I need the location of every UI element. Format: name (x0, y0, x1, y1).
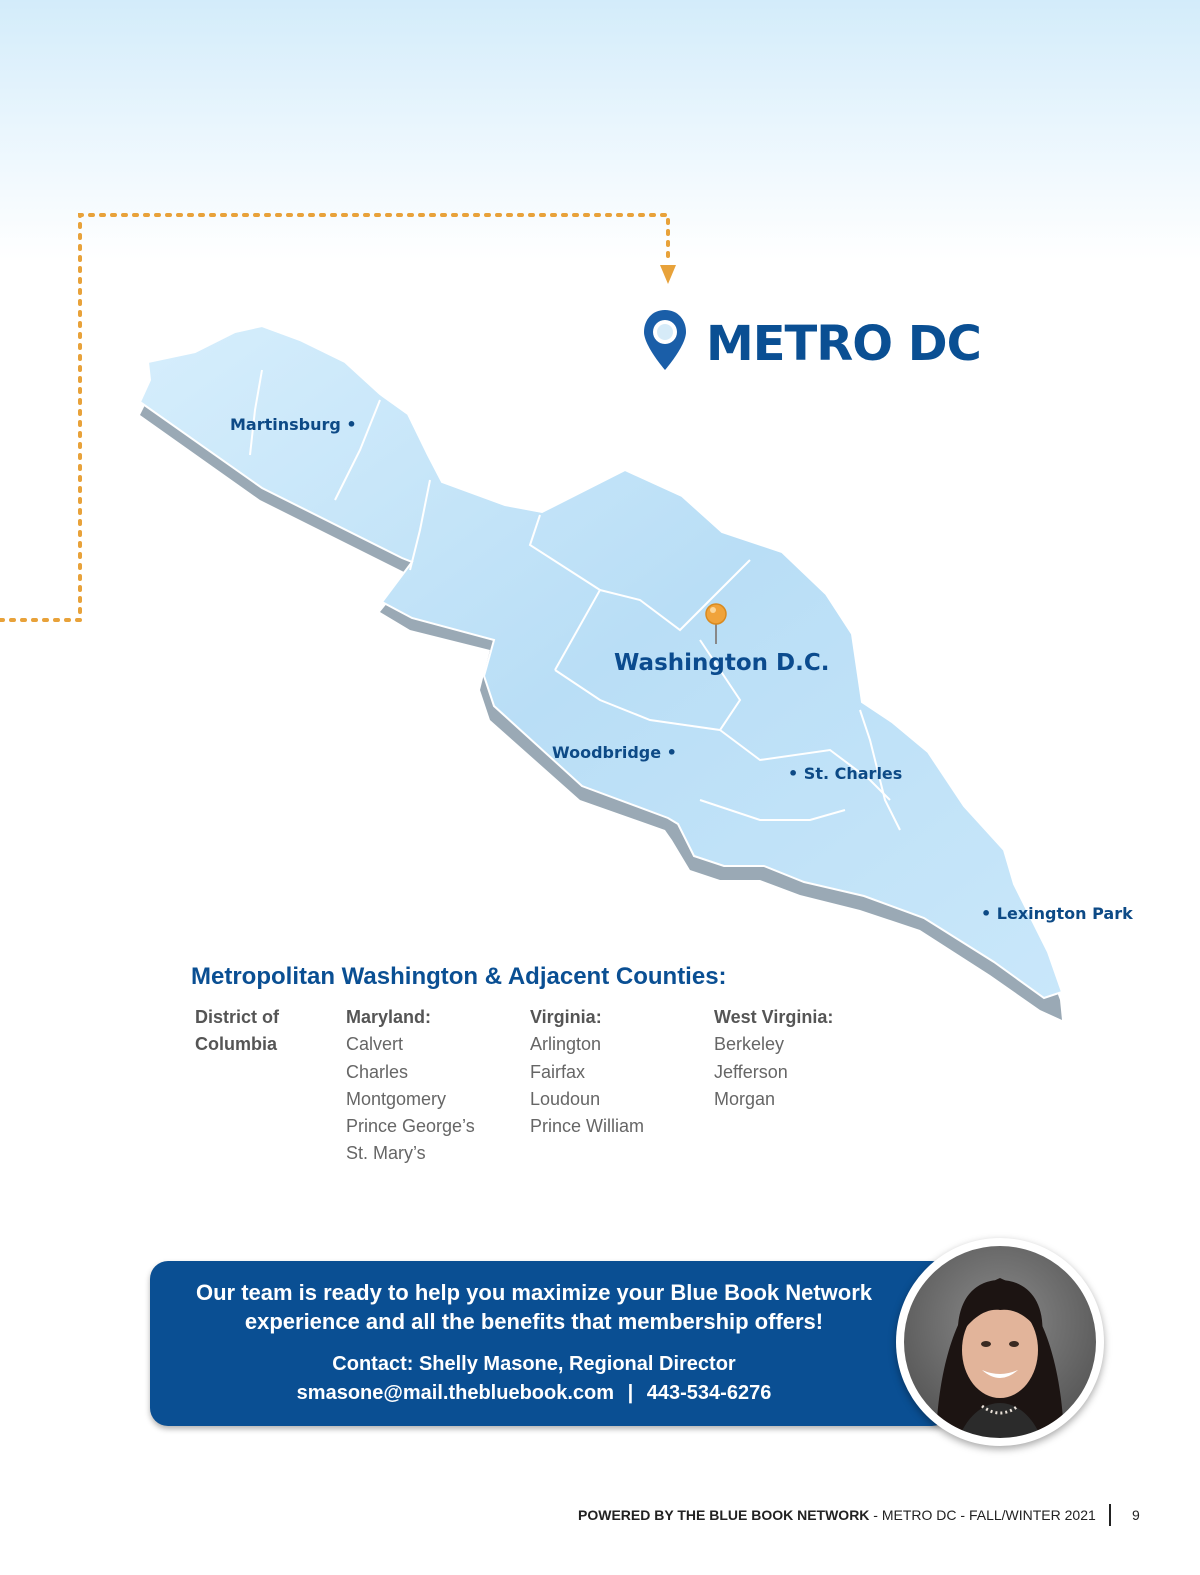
virginia-heading: Virginia: (530, 1007, 602, 1027)
contact-banner (150, 1261, 950, 1426)
county-item: Loudoun (530, 1088, 601, 1109)
county-item: Berkeley (714, 1034, 785, 1055)
footer-edition: - METRO DC - FALL/WINTER 2021 (869, 1507, 1096, 1523)
county-item: St. Mary’s (346, 1143, 426, 1164)
county-item: Montgomery (346, 1088, 447, 1109)
dc-line-1: District of (195, 1007, 280, 1027)
counties-column-west-virginia (714, 1004, 833, 1113)
counties-heading: Metropolitan Washington & Adjacent Counties: (191, 963, 727, 990)
location-pin-icon (640, 308, 690, 372)
counties-column-maryland (346, 1004, 475, 1168)
dc-line-2: Columbia (195, 1034, 278, 1055)
banner-message (150, 1278, 918, 1336)
city-label-martinsburg: Martinsburg • (230, 415, 357, 434)
contact-email-link[interactable]: smasone@mail.thebluebook.com (296, 1382, 615, 1404)
contact-details (150, 1379, 918, 1408)
counties-column-dc (195, 1004, 279, 1059)
county-item: Prince George’s (346, 1116, 475, 1137)
avatar (896, 1238, 1104, 1446)
contact-separator: | (627, 1382, 634, 1404)
city-label-st-charles: • St. Charles (788, 764, 903, 783)
county-item: Morgan (714, 1088, 776, 1109)
county-item: Calvert (346, 1034, 404, 1055)
footer-divider (1109, 1504, 1111, 1526)
banner-line-2: experience and all the benefits that membership offers! (244, 1309, 824, 1334)
city-label-lexington-park: • Lexington Park (981, 904, 1133, 923)
footer-text (578, 1507, 1096, 1523)
counties-column-virginia (530, 1004, 644, 1140)
footer-brand: POWERED BY THE BLUE BOOK NETWORK (578, 1507, 870, 1523)
city-label-woodbridge: Woodbridge • (552, 743, 677, 762)
arrow-down-icon (660, 265, 676, 284)
contact-name: Contact: Shelly Masone, Regional Director (332, 1353, 736, 1375)
county-item: Prince William (530, 1116, 645, 1137)
banner-line-1: Our team is ready to help you maximize your Blue Book Network (195, 1280, 873, 1305)
contact-phone-link[interactable]: 443-534-6276 (646, 1382, 772, 1404)
page-number: 9 (1132, 1507, 1140, 1523)
portrait-image (896, 1238, 1104, 1446)
county-item: Arlington (530, 1034, 602, 1055)
page-title: METRO DC (706, 316, 981, 372)
city-label-washington-dc: Washington D.C. (614, 650, 830, 676)
west-virginia-heading: West Virginia: (714, 1007, 834, 1027)
county-item: Fairfax (530, 1061, 586, 1082)
county-item: Charles (346, 1061, 409, 1082)
county-item: Jefferson (714, 1061, 788, 1082)
banner-contact (150, 1350, 918, 1408)
maryland-heading: Maryland: (346, 1007, 432, 1027)
